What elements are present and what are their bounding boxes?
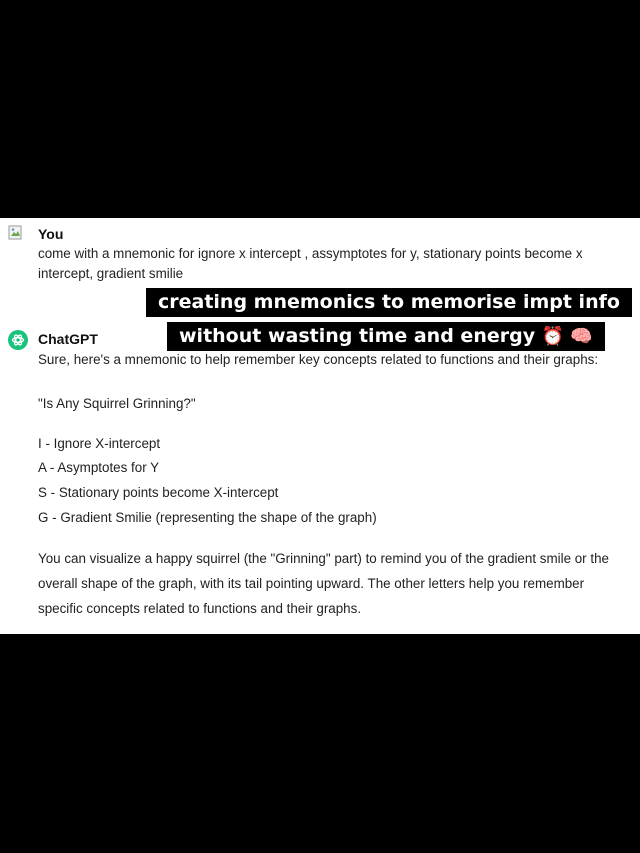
caption-line-2-text: without wasting time and energy bbox=[179, 325, 536, 347]
assistant-mnemonic-text: "Is Any Squirrel Grinning?" bbox=[38, 396, 196, 411]
mnemonic-list-item: G - Gradient Smilie (representing the shape of the graph) bbox=[38, 510, 377, 525]
caption-line-2 bbox=[167, 322, 605, 351]
mnemonic-list-item: A - Asymptotes for Y bbox=[38, 460, 160, 475]
user-message-text: come with a mnemonic for ignore x intercept , assymptotes for y, stationary points become x intercept, gradient smilie bbox=[38, 246, 583, 281]
alarm-clock-brain-icon: ⏰ 🧠 bbox=[541, 326, 593, 347]
assistant-outro-line: You can visualize a happy squirrel (the "Grinning" part) to remind you of the gradient smile or the bbox=[38, 551, 609, 566]
assistant-author-label: ChatGPT bbox=[38, 331, 98, 347]
mnemonic-list-item: I - Ignore X-intercept bbox=[38, 436, 161, 451]
assistant-intro-text: Sure, here's a mnemonic to help remember key concepts related to functions and their graphs: bbox=[38, 352, 599, 367]
assistant-outro-line: specific concepts related to functions and their graphs. bbox=[38, 601, 362, 616]
user-avatar-icon bbox=[8, 225, 24, 241]
user-author-label: You bbox=[38, 226, 64, 242]
assistant-outro-line: overall shape of the graph, with its tail pointing upward. The other letters help you remember bbox=[38, 576, 585, 591]
mnemonic-list-item: S - Stationary points become X-intercept bbox=[38, 485, 279, 500]
caption-line-1 bbox=[146, 288, 632, 317]
caption-line-1-text: creating mnemonics to memorise impt info bbox=[158, 291, 620, 313]
openai-logo-icon bbox=[8, 330, 28, 350]
